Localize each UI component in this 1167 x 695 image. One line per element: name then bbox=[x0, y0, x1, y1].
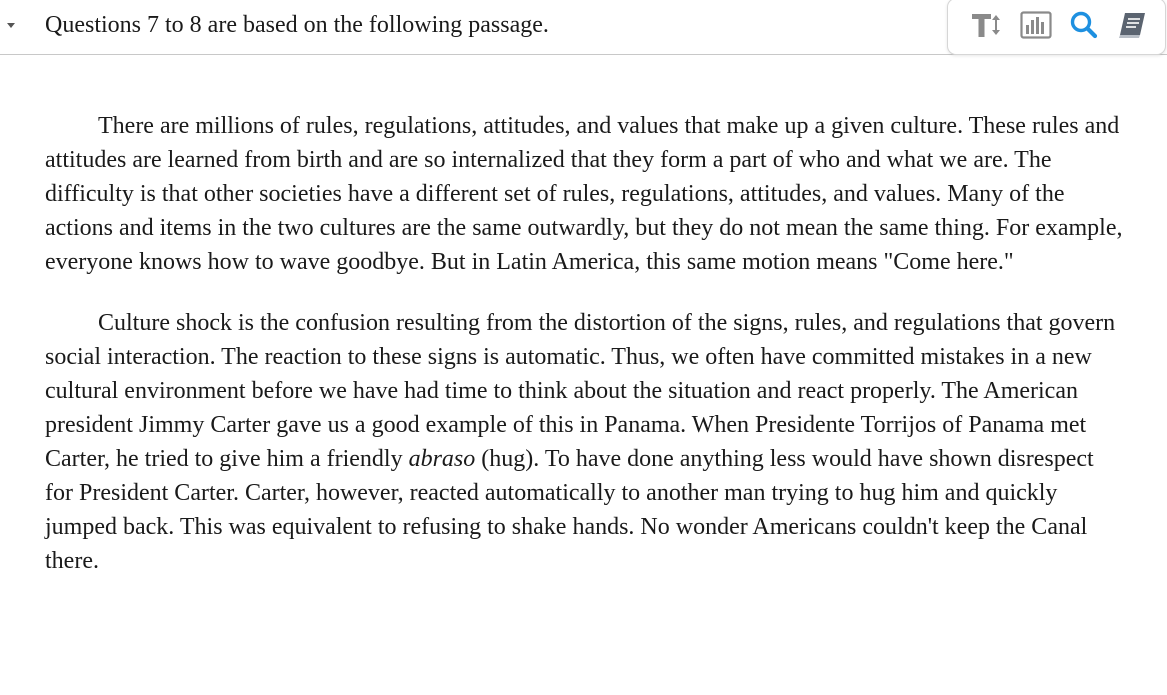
reference-book-button[interactable] bbox=[1114, 7, 1150, 43]
passage-paragraph-1: There are millions of rules, regulations, attitudes, and values that make up a given culture. These rules and attitudes are learned from birth and are so internalized that they form a part of who and what we are. The difficulty is that other societies have a different set of rules, regulations, attitudes, and values. Many of the actions and items in the two cultures are the same outwardly, but they do not mean the same thing. For example, everyone knows how to wave goodbye. But in Latin America, this same motion means "Come here." bbox=[45, 113, 1123, 275]
italic-term-abraso: abraso bbox=[408, 446, 476, 472]
search-icon bbox=[1069, 10, 1099, 40]
text-size-button[interactable] bbox=[968, 7, 1004, 43]
page-title: Questions 7 to 8 are based on the following passage. bbox=[45, 12, 549, 38]
collapse-toggle-icon[interactable] bbox=[3, 17, 19, 33]
book-icon bbox=[1116, 10, 1148, 40]
reading-passage bbox=[45, 109, 1125, 605]
paragraph-2-text-start: Culture shock is the confusion resulting from the distortion of the signs, rules, and regulations that govern social interaction. The reaction to these signs is automatic. Thus, we often have committed mistakes in a new cultural environment before we have had time to think about the situation and react properly. The American president Jimmy Carter gave us a good example of this in Panama. When Presidente Torrijos of Panama met Carter, he tried to give him a friendly bbox=[45, 310, 1116, 472]
paragraph-2-text-end: (hug). To have done anything less would have shown disrespect for President Carter. Carter, however, reacted automatically to another man trying to hug him and quickly jumped back. This was equivalent to refusing to shake hands. No wonder Americans couldn't keep the Canal there. bbox=[45, 446, 1094, 574]
tools-toolbar bbox=[947, 0, 1166, 55]
calculator-chart-button[interactable] bbox=[1018, 7, 1054, 43]
search-button[interactable] bbox=[1066, 7, 1102, 43]
caret-down-icon bbox=[7, 23, 15, 28]
text-size-icon bbox=[969, 10, 1003, 40]
passage-paragraph-2 bbox=[45, 306, 1125, 578]
passage-header bbox=[0, 0, 1167, 55]
bar-chart-icon bbox=[1020, 11, 1052, 39]
